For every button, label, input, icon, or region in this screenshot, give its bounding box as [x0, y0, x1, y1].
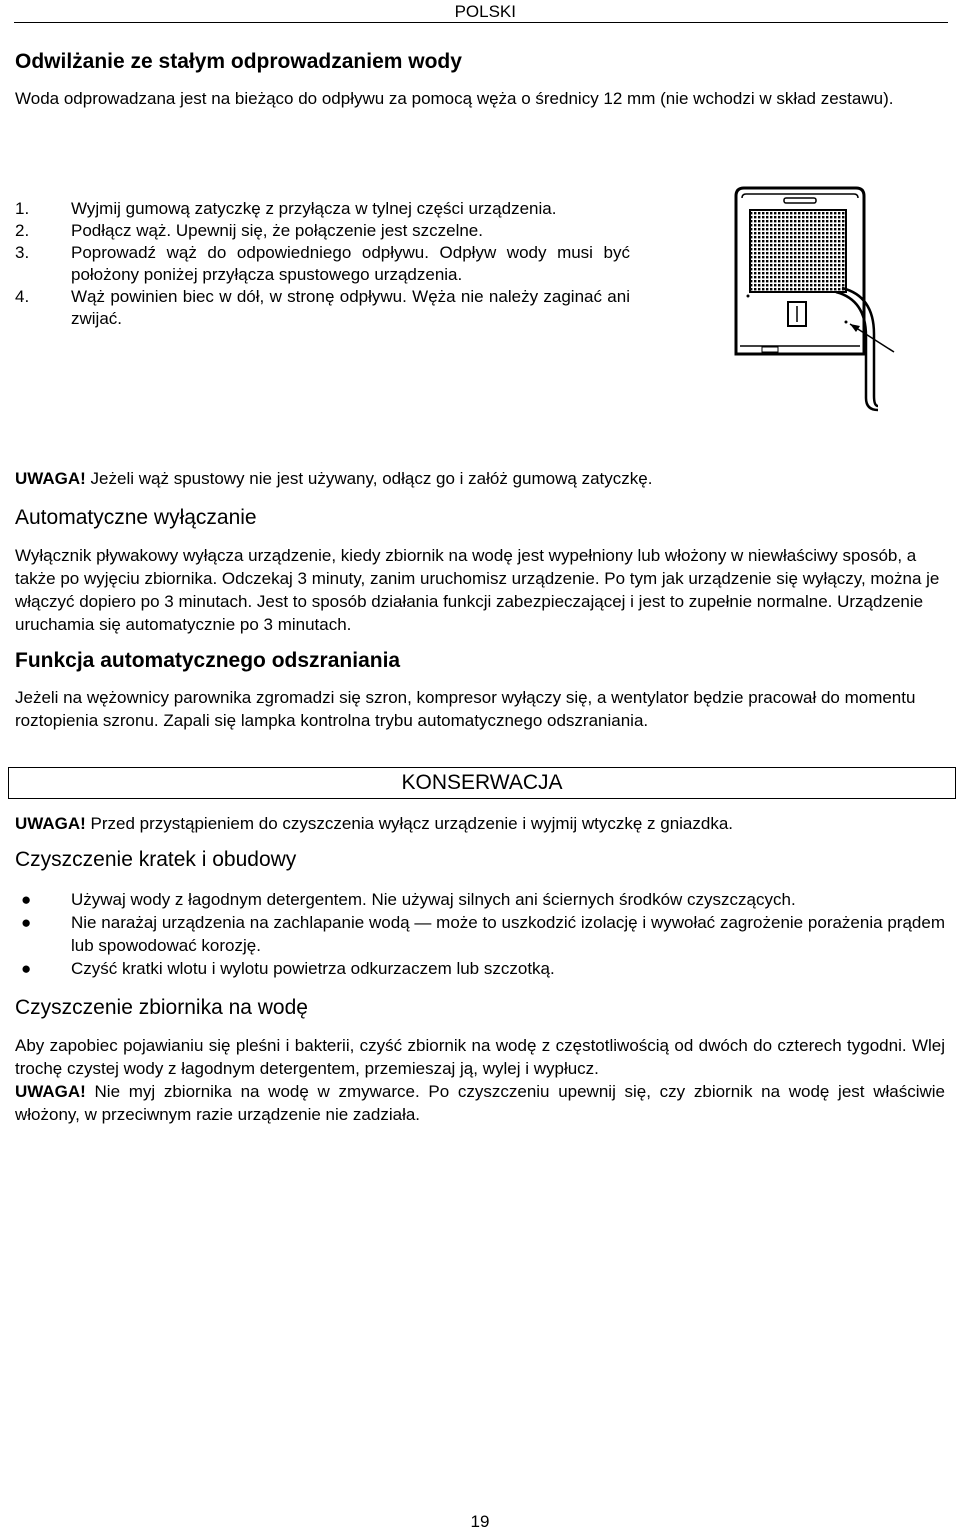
step-text: Wyjmij gumową zatyczkę z przyłącza w tylnej części urządzenia. — [71, 199, 557, 218]
auto-off-text: Wyłącznik pływakowy wyłącza urządzenie, kiedy zbiornik na wodę jest wypełniony lub włożony w niewłaściwy sposób, a także po wyjęciu zbiornika. Odczekaj 3 minuty, zanim uruchomisz urządzenie. Po tym jak urządzenie się wyłączy, można je włączyć dopiero po 3 minutach. Jest to sposób działania funkcji zabezpieczającej i jest to zupełnie normalne. Urządzenie uruchamia się automatycznie po 3 minutach. — [15, 546, 940, 634]
dehumidifier-rear-illustration — [726, 184, 898, 412]
bullet-text: Używaj wody z łagodnym detergentem. Nie używaj silnych ani ściernych środków czyszczących. — [71, 890, 796, 909]
warning-text: Nie myj zbiornika na wodę w zmywarce. Po czyszczeniu upewnij się, czy zbiornik na wodę jest właściwie włożony, w przeciwnym razie urządzenie nie zadziała. — [15, 1082, 945, 1124]
list-item — [15, 957, 945, 980]
tank-cleaning-text — [15, 1034, 945, 1126]
list-item — [15, 220, 630, 242]
warning-text: Jeżeli wąż spustowy nie jest używany, odłącz go i załóż gumową zatyczkę. — [85, 469, 653, 488]
warning-label: UWAGA! — [15, 469, 86, 488]
maintenance-title-box — [8, 767, 956, 799]
bullet-text: Nie narażaj urządzenia na zachlapanie wodą — może to uszkodzić izolację i wywołać zagrożenie porażenia prądem lub spowodować korozję. — [71, 913, 945, 955]
drain-intro: Woda odprowadzana jest na bieżąco do odpływu za pomocą węża o średnicy 12 mm (nie wchodzi w skład zestawu). — [15, 89, 894, 108]
step-text: Wąż powinien biec w dół, w stronę odpływu. Węża nie należy zaginać ani zwijać. — [71, 287, 630, 328]
bullet-icon: ● — [21, 890, 32, 909]
warning-text: Przed przystąpieniem do czyszczenia wyłącz urządzenie i wyjmij wtyczkę z gniazdka. — [85, 814, 734, 833]
drain-warning — [15, 469, 652, 489]
list-item — [15, 286, 630, 330]
bullet-icon: ● — [21, 959, 32, 978]
step-number: 4. — [15, 287, 30, 306]
step-text: Podłącz wąż. Upewnij się, że połączenie jest szczelne. — [71, 221, 483, 240]
maintenance-title: KONSERWACJA — [401, 771, 563, 794]
list-item — [15, 888, 945, 911]
defrost-text: Jeżeli na wężownicy parownika zgromadzi się szron, kompresor wyłączy się, a wentylator będzie pracował do momentu roztopienia szronu. Zapali się lampka kontrolna trybu automatycznego odszraniania. — [15, 688, 916, 730]
step-number: 3. — [15, 243, 30, 262]
tank-cleaning-title: Czyszczenie zbiornika na wodę — [15, 996, 308, 1019]
auto-off-title: Automatyczne wyłączanie — [15, 506, 257, 529]
warning-label: UWAGA! — [15, 814, 86, 833]
list-item — [15, 242, 630, 286]
grille-cleaning-list — [15, 888, 945, 980]
maintenance-warning — [15, 814, 733, 834]
bullet-icon: ● — [21, 913, 32, 932]
tank-cleaning-body: Aby zapobiec pojawianiu się pleśni i bakterii, czyść zbiornik na wodę z częstotliwością od dwóch do czterech tygodni. Wlej trochę czystej wody z łagodnym detergentem, przemieszaj ją, wylej i wypłucz. — [15, 1036, 945, 1078]
language-label: POLSKI — [454, 2, 516, 21]
step-text: Poprowadź wąż do odpowiedniego odpływu. Odpływ wody musi być położony poniżej przyłącza spustowego urządzenia. — [71, 243, 630, 284]
grille-cleaning-title: Czyszczenie kratek i obudowy — [15, 848, 297, 871]
bullet-text: Czyść kratki wlotu i wylotu powietrza odkurzaczem lub szczotką. — [71, 959, 555, 978]
drain-section-title: Odwilżanie ze stałym odprowadzaniem wody — [15, 50, 462, 73]
list-item — [15, 198, 630, 220]
header-rule — [14, 22, 948, 23]
warning-label: UWAGA! — [15, 1082, 86, 1101]
step-number: 1. — [15, 199, 30, 218]
page-number: 19 — [470, 1512, 490, 1531]
defrost-title: Funkcja automatycznego odszraniania — [15, 649, 401, 672]
list-item — [15, 911, 945, 957]
step-number: 2. — [15, 221, 30, 240]
drain-steps-list — [15, 198, 630, 330]
